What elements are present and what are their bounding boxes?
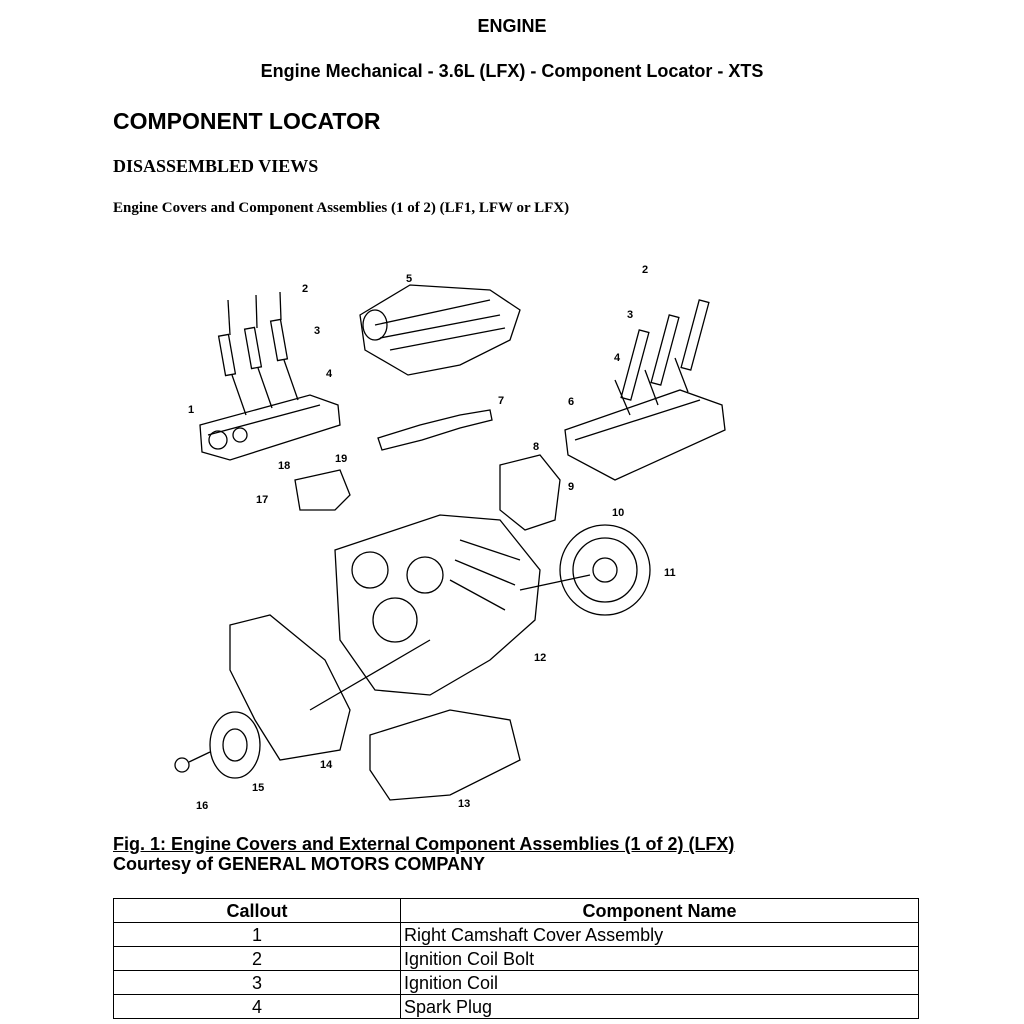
front-cover [230, 615, 350, 760]
view-title: Engine Covers and Component Assemblies (1 of 2) (LF1, LFW or LFX) [113, 200, 570, 216]
bracket [295, 470, 350, 510]
cell-callout: 2 [114, 947, 401, 971]
timing-cover-upper [500, 455, 560, 530]
flexplate [560, 525, 650, 615]
table-row [114, 947, 919, 971]
crankshaft-balancer [210, 712, 260, 778]
callout-5: 5 [406, 273, 413, 285]
callout-8: 8 [533, 441, 540, 453]
callout-7: 7 [498, 395, 505, 407]
callout-2-right: 2 [642, 264, 649, 276]
callout-12: 12 [534, 652, 547, 664]
balancer-bolt [175, 752, 210, 772]
left-camshaft-cover [565, 300, 725, 480]
callout-13: 13 [458, 798, 471, 810]
document-subtitle: Engine Mechanical - 3.6L (LFX) - Component Locator - XTS [260, 61, 764, 81]
right-camshaft-cover [200, 395, 340, 460]
callout-19: 19 [335, 453, 348, 465]
document-title: ENGINE [477, 16, 547, 36]
callout-table [113, 898, 919, 1019]
callout-10: 10 [612, 507, 625, 519]
callout-1: 1 [188, 404, 195, 416]
subsection-title: DISASSEMBLED VIEWS [113, 156, 319, 176]
cell-component-name: Spark Plug [401, 995, 919, 1019]
callout-16: 16 [196, 800, 209, 812]
section-title: COMPONENT LOCATOR [113, 108, 381, 134]
callout-18: 18 [278, 460, 291, 472]
callout-14: 14 [320, 759, 333, 771]
callout-15: 15 [252, 782, 265, 794]
figure-courtesy: Courtesy of GENERAL MOTORS COMPANY [113, 854, 486, 874]
callout-3-right: 3 [627, 309, 634, 321]
table-header-row [114, 899, 919, 923]
cell-callout: 1 [114, 923, 401, 947]
engine-block [310, 515, 590, 710]
cell-callout: 4 [114, 995, 401, 1019]
callout-11: 11 [664, 567, 676, 579]
callout-3-left: 3 [314, 325, 321, 337]
header-component-name: Component Name [401, 899, 919, 923]
table-row [114, 971, 919, 995]
callout-4-left: 4 [326, 368, 333, 380]
figure-caption: Fig. 1: Engine Covers and External Component Assemblies (1 of 2) (LFX) [113, 834, 735, 854]
oil-pan [370, 710, 520, 800]
cell-callout: 3 [114, 971, 401, 995]
callout-17: 17 [256, 494, 269, 506]
intake-gasket [378, 410, 492, 450]
engine-exploded-diagram [160, 240, 740, 820]
intake-manifold [360, 285, 520, 375]
callout-9: 9 [568, 481, 575, 493]
cell-component-name: Ignition Coil Bolt [401, 947, 919, 971]
callout-2-left: 2 [302, 283, 309, 295]
cell-component-name: Right Camshaft Cover Assembly [401, 923, 919, 947]
left-ignition-coils [219, 292, 298, 415]
cell-component-name: Ignition Coil [401, 971, 919, 995]
callout-6: 6 [568, 396, 575, 408]
callout-4-right: 4 [614, 352, 621, 364]
table-row [114, 923, 919, 947]
table-row [114, 995, 919, 1019]
header-callout: Callout [114, 899, 401, 923]
